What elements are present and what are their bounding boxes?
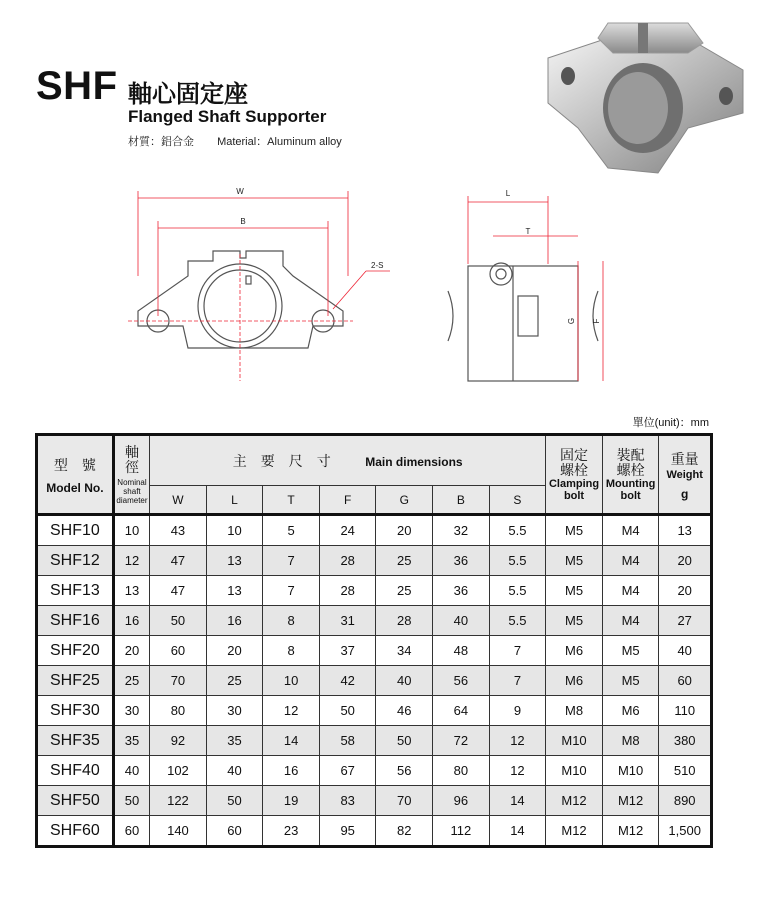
table-cell-d: 40	[113, 756, 149, 786]
table-cell-f: 42	[319, 666, 376, 696]
table-cell-model: SHF40	[37, 756, 114, 786]
table-cell-b: 72	[433, 726, 490, 756]
header-s: S	[489, 486, 546, 515]
table-cell-l: 13	[206, 576, 263, 606]
technical-drawing	[128, 176, 628, 386]
table-cell-s: 14	[489, 816, 546, 847]
table-cell-clamp: M5	[546, 515, 603, 546]
table-row	[37, 515, 712, 546]
header-l: L	[206, 486, 263, 515]
table-cell-clamp: M12	[546, 816, 603, 847]
table-cell-model: SHF35	[37, 726, 114, 756]
unit-note: 單位(unit)：mm	[632, 417, 709, 429]
table-cell-mount: M10	[602, 756, 659, 786]
table-cell-g: 40	[376, 666, 433, 696]
table-row	[37, 636, 712, 666]
table-cell-w: 60	[150, 636, 207, 666]
table-row	[37, 756, 712, 786]
table-cell-d: 13	[113, 576, 149, 606]
table-cell-model: SHF13	[37, 576, 114, 606]
table-cell-g: 25	[376, 576, 433, 606]
table-cell-f: 58	[319, 726, 376, 756]
table-cell-w: 70	[150, 666, 207, 696]
table-cell-w: 140	[150, 816, 207, 847]
table-cell-f: 95	[319, 816, 376, 847]
table-cell-s: 5.5	[489, 576, 546, 606]
table-cell-t: 19	[263, 786, 320, 816]
table-cell-mount: M6	[602, 696, 659, 726]
table-cell-b: 64	[433, 696, 490, 726]
table-cell-d: 10	[113, 515, 149, 546]
table-cell-w: 47	[150, 576, 207, 606]
table-cell-f: 83	[319, 786, 376, 816]
table-cell-model: SHF30	[37, 696, 114, 726]
table-cell-b: 36	[433, 546, 490, 576]
table-cell-mount: M4	[602, 515, 659, 546]
table-row	[37, 576, 712, 606]
table-cell-weight: 13	[659, 515, 712, 546]
header-main-dimensions: 主 要 尺 寸 Main dimensions	[150, 435, 546, 486]
table-cell-s: 12	[489, 756, 546, 786]
table-cell-t: 23	[263, 816, 320, 847]
table-cell-s: 5.5	[489, 606, 546, 636]
table-row	[37, 666, 712, 696]
table-cell-f: 24	[319, 515, 376, 546]
table-cell-d: 30	[113, 696, 149, 726]
table-cell-s: 7	[489, 666, 546, 696]
table-cell-f: 28	[319, 576, 376, 606]
table-cell-model: SHF25	[37, 666, 114, 696]
table-row	[37, 786, 712, 816]
table-cell-g: 28	[376, 606, 433, 636]
table-cell-b: 112	[433, 816, 490, 847]
dim-label-f: F	[592, 318, 601, 324]
table-cell-model: SHF60	[37, 816, 114, 847]
specification-table	[35, 433, 713, 848]
table-cell-f: 67	[319, 756, 376, 786]
table-cell-l: 25	[206, 666, 263, 696]
product-title-chinese: 軸心固定座	[128, 81, 248, 108]
table-cell-w: 50	[150, 606, 207, 636]
table-cell-b: 36	[433, 576, 490, 606]
table-cell-t: 8	[263, 606, 320, 636]
table-cell-l: 20	[206, 636, 263, 666]
table-cell-mount: M5	[602, 666, 659, 696]
dim-label-2s: 2-S	[371, 261, 384, 270]
table-row	[37, 696, 712, 726]
table-cell-weight: 1,500	[659, 816, 712, 847]
table-cell-t: 16	[263, 756, 320, 786]
material-line	[128, 133, 362, 149]
table-cell-g: 70	[376, 786, 433, 816]
table-cell-t: 7	[263, 546, 320, 576]
table-cell-weight: 890	[659, 786, 712, 816]
table-cell-t: 12	[263, 696, 320, 726]
table-cell-s: 14	[489, 786, 546, 816]
header-t: T	[263, 486, 320, 515]
table-cell-s: 7	[489, 636, 546, 666]
table-cell-clamp: M10	[546, 756, 603, 786]
table-cell-weight: 510	[659, 756, 712, 786]
table-cell-l: 16	[206, 606, 263, 636]
table-cell-g: 20	[376, 515, 433, 546]
table-cell-f: 37	[319, 636, 376, 666]
dim-label-w: W	[236, 187, 244, 196]
table-cell-weight: 110	[659, 696, 712, 726]
header-clamping-bolt: 固定螺栓 Clamping bolt	[546, 435, 603, 515]
table-cell-clamp: M6	[546, 666, 603, 696]
table-cell-w: 43	[150, 515, 207, 546]
table-cell-b: 32	[433, 515, 490, 546]
table-cell-s: 5.5	[489, 546, 546, 576]
table-cell-l: 40	[206, 756, 263, 786]
table-cell-g: 56	[376, 756, 433, 786]
table-cell-s: 9	[489, 696, 546, 726]
material-english: Material：Aluminum alloy	[217, 136, 342, 148]
table-cell-b: 80	[433, 756, 490, 786]
table-row	[37, 726, 712, 756]
table-cell-d: 12	[113, 546, 149, 576]
table-cell-g: 50	[376, 726, 433, 756]
table-cell-w: 80	[150, 696, 207, 726]
product-code-title: SHF	[36, 64, 118, 108]
table-cell-w: 47	[150, 546, 207, 576]
table-cell-w: 92	[150, 726, 207, 756]
table-cell-l: 60	[206, 816, 263, 847]
table-cell-model: SHF10	[37, 515, 114, 546]
table-cell-d: 16	[113, 606, 149, 636]
table-cell-b: 40	[433, 606, 490, 636]
table-cell-l: 13	[206, 546, 263, 576]
table-cell-weight: 60	[659, 666, 712, 696]
table-cell-model: SHF16	[37, 606, 114, 636]
table-cell-clamp: M10	[546, 726, 603, 756]
header-weight: 重量 Weight g	[659, 435, 712, 515]
table-cell-mount: M4	[602, 576, 659, 606]
table-cell-d: 35	[113, 726, 149, 756]
table-cell-weight: 380	[659, 726, 712, 756]
table-cell-b: 96	[433, 786, 490, 816]
table-cell-w: 102	[150, 756, 207, 786]
table-cell-d: 20	[113, 636, 149, 666]
product-photo	[538, 18, 750, 186]
table-cell-b: 48	[433, 636, 490, 666]
table-cell-t: 7	[263, 576, 320, 606]
table-cell-t: 8	[263, 636, 320, 666]
table-cell-s: 12	[489, 726, 546, 756]
table-cell-mount: M8	[602, 726, 659, 756]
table-row	[37, 546, 712, 576]
table-cell-l: 35	[206, 726, 263, 756]
table-cell-b: 56	[433, 666, 490, 696]
header-mounting-bolt: 裝配螺栓 Mounting bolt	[602, 435, 659, 515]
table-cell-weight: 27	[659, 606, 712, 636]
header-w: W	[150, 486, 207, 515]
table-cell-weight: 20	[659, 546, 712, 576]
table-cell-f: 28	[319, 546, 376, 576]
table-cell-model: SHF50	[37, 786, 114, 816]
table-cell-weight: 40	[659, 636, 712, 666]
table-cell-t: 14	[263, 726, 320, 756]
table-cell-model: SHF20	[37, 636, 114, 666]
table-cell-f: 50	[319, 696, 376, 726]
table-cell-l: 50	[206, 786, 263, 816]
table-cell-clamp: M5	[546, 576, 603, 606]
table-row	[37, 816, 712, 847]
table-cell-mount: M12	[602, 786, 659, 816]
product-title-english: Flanged Shaft Supporter	[128, 107, 327, 126]
table-cell-clamp: M6	[546, 636, 603, 666]
header-g: G	[376, 486, 433, 515]
table-cell-clamp: M5	[546, 606, 603, 636]
table-cell-mount: M12	[602, 816, 659, 847]
table-cell-g: 46	[376, 696, 433, 726]
table-cell-l: 10	[206, 515, 263, 546]
table-cell-mount: M4	[602, 606, 659, 636]
material-chinese: 材質：鋁合金	[128, 136, 194, 148]
table-cell-model: SHF12	[37, 546, 114, 576]
table-cell-g: 25	[376, 546, 433, 576]
table-cell-clamp: M8	[546, 696, 603, 726]
specification-body	[37, 515, 712, 847]
table-cell-mount: M5	[602, 636, 659, 666]
dim-label-l: L	[505, 189, 511, 198]
table-cell-mount: M4	[602, 546, 659, 576]
table-cell-l: 30	[206, 696, 263, 726]
table-cell-d: 25	[113, 666, 149, 696]
table-cell-clamp: M5	[546, 546, 603, 576]
table-cell-s: 5.5	[489, 515, 546, 546]
dim-label-b: B	[240, 217, 246, 226]
header-f: F	[319, 486, 376, 515]
table-cell-t: 5	[263, 515, 320, 546]
header-b: B	[433, 486, 490, 515]
table-cell-f: 31	[319, 606, 376, 636]
table-cell-weight: 20	[659, 576, 712, 606]
header-nominal-diameter: 軸徑 Nominal shaft diameter	[113, 435, 149, 515]
table-cell-w: 122	[150, 786, 207, 816]
dim-label-t: T	[525, 227, 531, 236]
dim-label-g: G	[567, 317, 576, 325]
table-cell-d: 50	[113, 786, 149, 816]
table-cell-clamp: M12	[546, 786, 603, 816]
table-cell-t: 10	[263, 666, 320, 696]
table-cell-g: 34	[376, 636, 433, 666]
header-model: 型 號 Model No.	[37, 435, 114, 515]
table-cell-d: 60	[113, 816, 149, 847]
table-cell-g: 82	[376, 816, 433, 847]
table-row	[37, 606, 712, 636]
